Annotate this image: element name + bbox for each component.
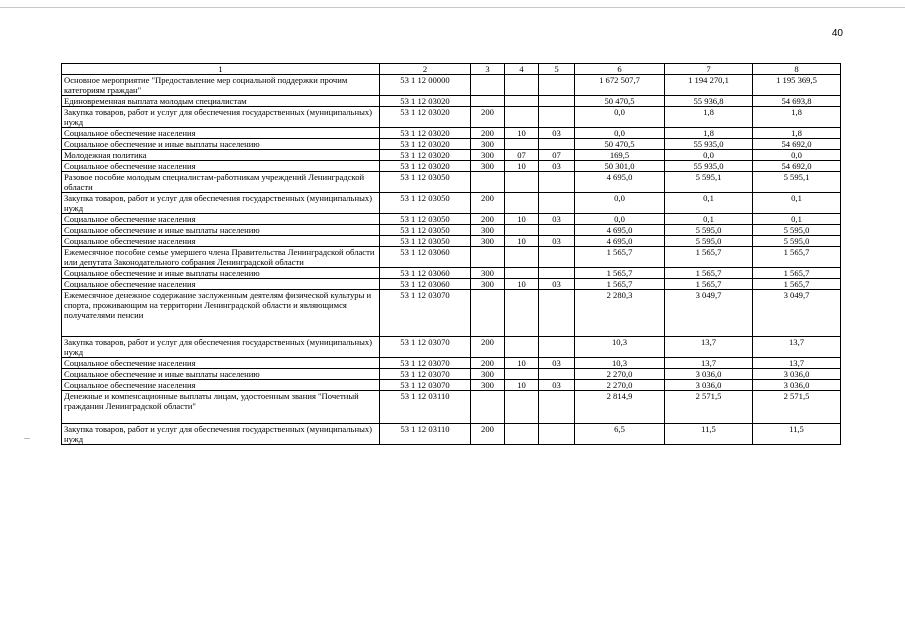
subsection-cell	[539, 337, 575, 358]
subsection-cell: 03	[539, 236, 575, 247]
amount-cell: 0,1	[665, 193, 753, 214]
amount-cell: 13,7	[665, 358, 753, 369]
amount-cell: 1 565,7	[665, 279, 753, 290]
table-row	[62, 268, 841, 279]
section-cell: 10	[505, 358, 539, 369]
code-cell: 53 1 12 03060	[380, 268, 471, 279]
name-cell: Социальное обеспечение населения	[62, 236, 380, 247]
amount-cell: 5 595,0	[665, 236, 753, 247]
name-cell: Социальное обеспечение и иные выплаты населению	[62, 268, 380, 279]
amount-cell: 1,8	[665, 107, 753, 128]
amount-cell: 3 049,7	[753, 290, 841, 337]
subsection-cell	[539, 369, 575, 380]
subsection-cell: 03	[539, 380, 575, 391]
subsection-cell: 03	[539, 358, 575, 369]
amount-cell: 5 595,1	[753, 172, 841, 193]
code-cell: 53 1 12 03020	[380, 139, 471, 150]
header-cell: 8	[753, 64, 841, 75]
amount-cell: 55 935,0	[665, 161, 753, 172]
amount-cell: 169,5	[575, 150, 665, 161]
section-cell: 10	[505, 380, 539, 391]
name-cell: Социальное обеспечение и иные выплаты населению	[62, 139, 380, 150]
amount-cell: 10,3	[575, 337, 665, 358]
code-cell: 53 1 12 03020	[380, 128, 471, 139]
table-row	[62, 358, 841, 369]
subsection-cell	[539, 193, 575, 214]
amount-cell: 11,5	[665, 424, 753, 445]
expense-type-cell: 200	[471, 358, 505, 369]
code-cell: 53 1 12 03070	[380, 358, 471, 369]
amount-cell: 10,3	[575, 358, 665, 369]
code-cell: 53 1 12 03020	[380, 161, 471, 172]
amount-cell: 2 571,5	[665, 391, 753, 424]
code-cell: 53 1 12 03060	[380, 247, 471, 268]
amount-cell: 13,7	[753, 337, 841, 358]
table-row	[62, 290, 841, 337]
amount-cell: 1,8	[665, 128, 753, 139]
code-cell: 53 1 12 03110	[380, 391, 471, 424]
amount-cell: 4 695,0	[575, 236, 665, 247]
header-cell: 1	[62, 64, 380, 75]
expense-type-cell: 200	[471, 107, 505, 128]
table-row	[62, 225, 841, 236]
amount-cell: 54 693,8	[753, 96, 841, 107]
amount-cell: 1,8	[753, 128, 841, 139]
amount-cell: 50 470,5	[575, 96, 665, 107]
amount-cell: 13,7	[753, 358, 841, 369]
subsection-cell	[539, 107, 575, 128]
amount-cell: 3 036,0	[665, 369, 753, 380]
amount-cell: 50 470,5	[575, 139, 665, 150]
amount-cell: 1,8	[753, 107, 841, 128]
expense-type-cell	[471, 75, 505, 96]
amount-cell: 0,0	[753, 150, 841, 161]
header-cell: 6	[575, 64, 665, 75]
amount-cell: 1 565,7	[575, 247, 665, 268]
section-cell	[505, 247, 539, 268]
amount-cell: 1 565,7	[753, 247, 841, 268]
expense-type-cell: 300	[471, 380, 505, 391]
header-cell: 5	[539, 64, 575, 75]
table-row	[62, 380, 841, 391]
section-cell: 10	[505, 214, 539, 225]
header-cell: 7	[665, 64, 753, 75]
table-row	[62, 128, 841, 139]
amount-cell: 2 571,5	[753, 391, 841, 424]
code-cell: 53 1 12 03060	[380, 279, 471, 290]
section-cell	[505, 172, 539, 193]
code-cell: 53 1 12 03050	[380, 172, 471, 193]
subsection-cell: 03	[539, 161, 575, 172]
subsection-cell	[539, 290, 575, 337]
subsection-cell	[539, 247, 575, 268]
amount-cell: 3 036,0	[753, 369, 841, 380]
amount-cell: 3 036,0	[753, 380, 841, 391]
amount-cell: 2 814,9	[575, 391, 665, 424]
amount-cell: 1 565,7	[575, 268, 665, 279]
table-row	[62, 193, 841, 214]
amount-cell: 3 049,7	[665, 290, 753, 337]
name-cell: Единовременная выплата молодым специалистам	[62, 96, 380, 107]
section-cell: 10	[505, 279, 539, 290]
table-row	[62, 139, 841, 150]
name-cell: Социальное обеспечение населения	[62, 380, 380, 391]
subsection-cell	[539, 268, 575, 279]
subsection-cell	[539, 96, 575, 107]
expense-type-cell: 200	[471, 193, 505, 214]
amount-cell: 11,5	[753, 424, 841, 445]
table-row	[62, 96, 841, 107]
name-cell: Ежемесячное пособие семье умершего члена Правительства Ленинградской области или депутата Законодательного собрания Ленинградской области	[62, 247, 380, 268]
code-cell: 53 1 12 03020	[380, 96, 471, 107]
table-body	[62, 75, 841, 445]
amount-cell: 55 935,0	[665, 139, 753, 150]
table-row	[62, 279, 841, 290]
table-row	[62, 391, 841, 424]
amount-cell: 0,1	[753, 193, 841, 214]
amount-cell: 54 692,0	[753, 139, 841, 150]
name-cell: Социальное обеспечение и иные выплаты населению	[62, 369, 380, 380]
name-cell: Закупка товаров, работ и услуг для обеспечения государственных (муниципальных) нужд	[62, 193, 380, 214]
amount-cell: 0,0	[665, 150, 753, 161]
section-cell: 10	[505, 236, 539, 247]
header-cell: 2	[380, 64, 471, 75]
budget-table	[61, 63, 841, 445]
name-cell: Социальное обеспечение населения	[62, 279, 380, 290]
amount-cell: 13,7	[665, 337, 753, 358]
name-cell: Социальное обеспечение и иные выплаты населению	[62, 225, 380, 236]
name-cell: Денежные и компенсационные выплаты лицам, удостоенным звания "Почетный гражданин Ленинградской области"	[62, 391, 380, 424]
scan-top-rule	[0, 7, 905, 8]
subsection-cell	[539, 424, 575, 445]
subsection-cell: 07	[539, 150, 575, 161]
name-cell: Основное мероприятие "Предоставление мер социальной поддержки прочим категориям граждан"	[62, 75, 380, 96]
expense-type-cell: 200	[471, 214, 505, 225]
scan-mark	[24, 438, 30, 439]
code-cell: 53 1 12 00000	[380, 75, 471, 96]
amount-cell: 1 565,7	[665, 268, 753, 279]
section-cell: 10	[505, 161, 539, 172]
section-cell	[505, 107, 539, 128]
expense-type-cell	[471, 290, 505, 337]
expense-type-cell: 200	[471, 337, 505, 358]
name-cell: Социальное обеспечение населения	[62, 128, 380, 139]
amount-cell: 2 280,3	[575, 290, 665, 337]
amount-cell: 1 194 270,1	[665, 75, 753, 96]
section-cell	[505, 391, 539, 424]
subsection-cell	[539, 391, 575, 424]
amount-cell: 1 672 507,7	[575, 75, 665, 96]
header-cell: 3	[471, 64, 505, 75]
section-cell	[505, 193, 539, 214]
amount-cell: 0,0	[575, 193, 665, 214]
subsection-cell: 03	[539, 128, 575, 139]
section-cell: 10	[505, 128, 539, 139]
amount-cell: 5 595,1	[665, 172, 753, 193]
section-cell	[505, 424, 539, 445]
amount-cell: 50 301,0	[575, 161, 665, 172]
expense-type-cell: 300	[471, 236, 505, 247]
code-cell: 53 1 12 03050	[380, 236, 471, 247]
amount-cell: 1 565,7	[665, 247, 753, 268]
amount-cell: 0,0	[575, 214, 665, 225]
amount-cell: 5 595,0	[753, 236, 841, 247]
page-number: 40	[831, 28, 843, 39]
name-cell: Закупка товаров, работ и услуг для обеспечения государственных (муниципальных) нужд	[62, 337, 380, 358]
expense-type-cell	[471, 172, 505, 193]
amount-cell: 2 270,0	[575, 369, 665, 380]
table-row	[62, 337, 841, 358]
expense-type-cell: 300	[471, 225, 505, 236]
name-cell: Разовое пособие молодым специалистам-работникам учреждений Ленинградской области	[62, 172, 380, 193]
subsection-cell	[539, 225, 575, 236]
amount-cell: 0,1	[753, 214, 841, 225]
table-row	[62, 161, 841, 172]
amount-cell: 1 195 369,5	[753, 75, 841, 96]
name-cell: Социальное обеспечение населения	[62, 161, 380, 172]
expense-type-cell	[471, 391, 505, 424]
section-cell	[505, 369, 539, 380]
code-cell: 53 1 12 03070	[380, 337, 471, 358]
section-cell	[505, 290, 539, 337]
name-cell: Закупка товаров, работ и услуг для обеспечения государственных (муниципальных) нужд	[62, 107, 380, 128]
subsection-cell: 03	[539, 214, 575, 225]
amount-cell: 0,0	[575, 107, 665, 128]
code-cell: 53 1 12 03050	[380, 214, 471, 225]
amount-cell: 6,5	[575, 424, 665, 445]
section-cell	[505, 75, 539, 96]
amount-cell: 1 565,7	[753, 268, 841, 279]
expense-type-cell: 200	[471, 128, 505, 139]
amount-cell: 54 692,0	[753, 161, 841, 172]
amount-cell: 5 595,0	[753, 225, 841, 236]
amount-cell: 3 036,0	[665, 380, 753, 391]
amount-cell: 5 595,0	[665, 225, 753, 236]
section-cell	[505, 139, 539, 150]
section-cell	[505, 268, 539, 279]
code-cell: 53 1 12 03110	[380, 424, 471, 445]
table-row	[62, 236, 841, 247]
table-row	[62, 150, 841, 161]
name-cell: Социальное обеспечение населения	[62, 214, 380, 225]
amount-cell: 1 565,7	[753, 279, 841, 290]
amount-cell: 55 936,8	[665, 96, 753, 107]
section-cell	[505, 225, 539, 236]
amount-cell: 4 695,0	[575, 172, 665, 193]
code-cell: 53 1 12 03020	[380, 150, 471, 161]
subsection-cell	[539, 75, 575, 96]
code-cell: 53 1 12 03070	[380, 369, 471, 380]
amount-cell: 4 695,0	[575, 225, 665, 236]
section-cell: 07	[505, 150, 539, 161]
section-cell	[505, 337, 539, 358]
subsection-cell: 03	[539, 279, 575, 290]
expense-type-cell: 200	[471, 424, 505, 445]
expense-type-cell: 300	[471, 279, 505, 290]
name-cell: Молодежная политика	[62, 150, 380, 161]
table-row	[62, 75, 841, 96]
table-row	[62, 214, 841, 225]
code-cell: 53 1 12 03070	[380, 290, 471, 337]
table-row	[62, 369, 841, 380]
expense-type-cell: 300	[471, 369, 505, 380]
header-cell: 4	[505, 64, 539, 75]
expense-type-cell: 300	[471, 150, 505, 161]
code-cell: 53 1 12 03020	[380, 107, 471, 128]
table-row	[62, 424, 841, 445]
subsection-cell	[539, 139, 575, 150]
code-cell: 53 1 12 03070	[380, 380, 471, 391]
name-cell: Ежемесячное денежное содержание заслуженным деятелям физической культуры и спорта, проживающим на территории Ленинградской области и являющимся получателями пенсии	[62, 290, 380, 337]
header-row	[62, 64, 841, 75]
expense-type-cell: 300	[471, 268, 505, 279]
table-row	[62, 247, 841, 268]
expense-type-cell: 300	[471, 139, 505, 150]
amount-cell: 1 565,7	[575, 279, 665, 290]
name-cell: Социальное обеспечение населения	[62, 358, 380, 369]
amount-cell: 0,1	[665, 214, 753, 225]
expense-type-cell	[471, 247, 505, 268]
table-row	[62, 107, 841, 128]
subsection-cell	[539, 172, 575, 193]
expense-type-cell: 300	[471, 161, 505, 172]
amount-cell: 0,0	[575, 128, 665, 139]
section-cell	[505, 96, 539, 107]
expense-type-cell	[471, 96, 505, 107]
code-cell: 53 1 12 03050	[380, 193, 471, 214]
name-cell: Закупка товаров, работ и услуг для обеспечения государственных (муниципальных) нужд	[62, 424, 380, 445]
table-row	[62, 172, 841, 193]
code-cell: 53 1 12 03050	[380, 225, 471, 236]
amount-cell: 2 270,0	[575, 380, 665, 391]
